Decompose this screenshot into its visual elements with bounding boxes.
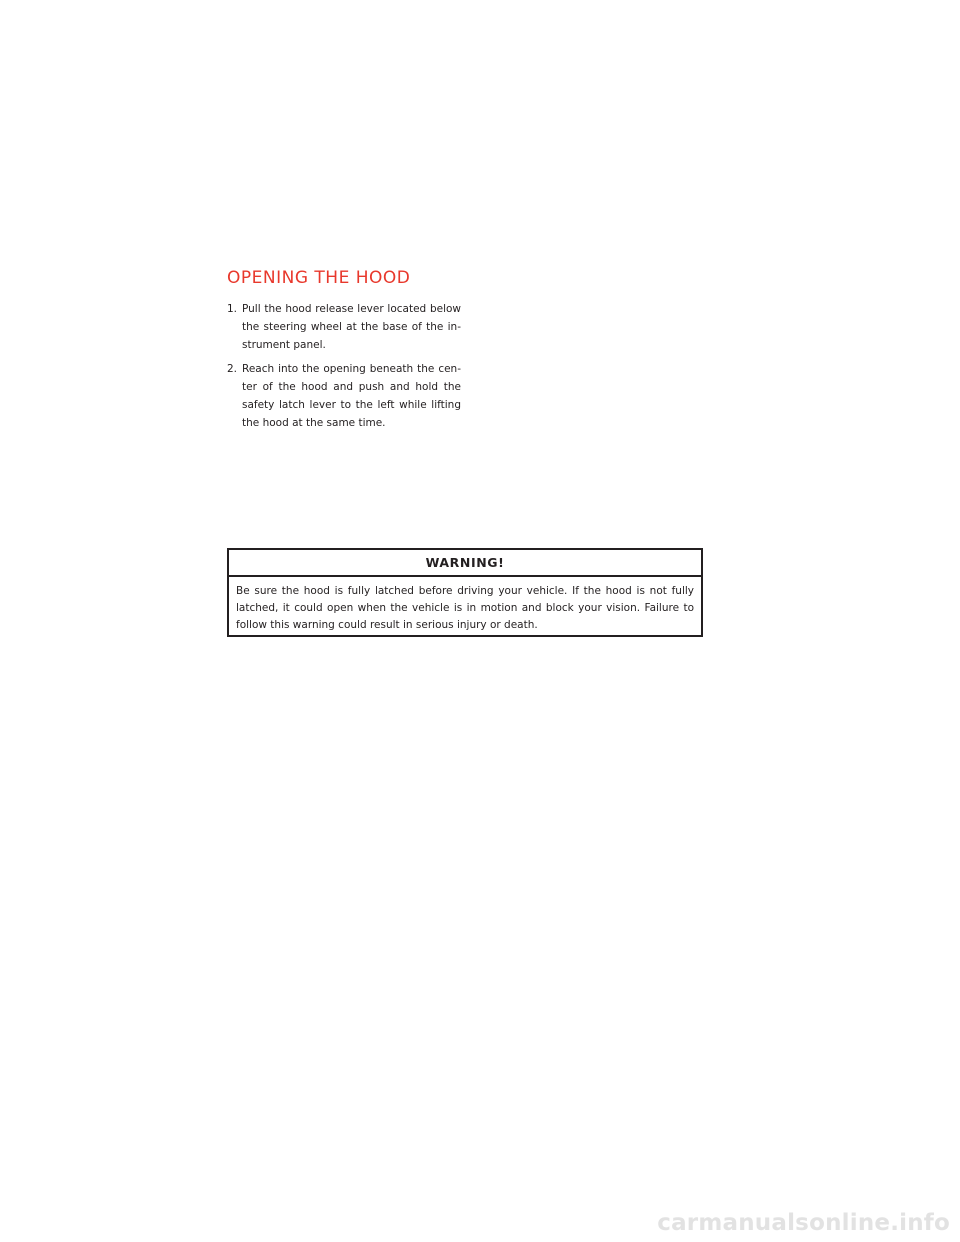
warning-text: Be sure the hood is fully latched before driving your vehicle. If the hood is not fully latched, it could open when the vehicle is in motion and block your vision. Failure to follow this warning could result in serious injury or death. [236,585,694,631]
step-number: 2. [227,363,238,375]
warning-title: WARNING! [229,550,701,577]
step-number: 1. [227,303,238,315]
step-text: Pull the hood release lever located below the steering wheel at the base of the in- strument panel. [242,303,461,351]
steps-list [227,300,461,438]
step-text: Reach into the opening beneath the cen- ter of the hood and push and hold the safety latch lever to the left while lifting the hood at the same time. [242,363,461,429]
warning-box [227,548,703,637]
watermark: carmanualsonline.info [657,1210,950,1236]
step-item-2 [227,360,461,432]
step-item-1 [227,300,461,354]
section-title: OPENING THE HOOD [227,268,411,288]
